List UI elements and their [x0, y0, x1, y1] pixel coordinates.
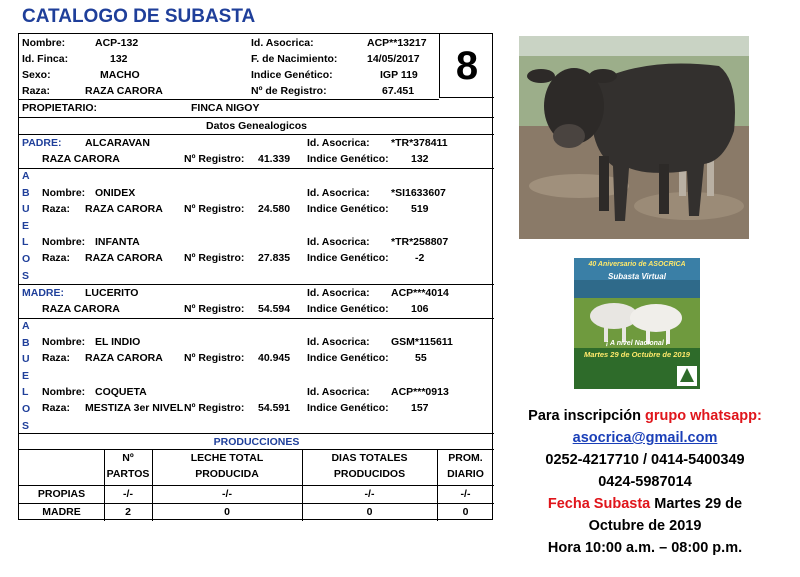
abuela-m-registro-label: Nº Registro: — [184, 402, 245, 414]
col-dias-l2: PRODUCIDOS — [333, 468, 406, 480]
genetico-label: Indice Genético: — [251, 69, 333, 81]
abuelo-m-raza: RAZA CARORA — [85, 352, 163, 364]
asocrica-label: Id. Asocrica: — [251, 37, 314, 49]
abuela-m-nombre: COQUETA — [95, 386, 147, 398]
padre-asocrica-label: Id. Asocrica: — [307, 137, 370, 149]
madre-asocrica-label: Id. Asocrica: — [307, 287, 370, 299]
col-leche-l2: PRODUCIDA — [195, 468, 259, 480]
auction-poster — [574, 258, 700, 389]
col-dias-l1: DIAS TOTALES — [331, 452, 408, 464]
abuela-m-asocrica: ACP***0913 — [391, 386, 449, 398]
madre-dias: 0 — [366, 506, 373, 518]
producciones-header: PRODUCCIONES — [213, 436, 300, 448]
madre-partos: 2 — [125, 506, 131, 518]
poster-line2: Subasta Virtual — [608, 272, 666, 281]
madre-genetico-label: Indice Genético: — [307, 303, 389, 315]
abuelo-genetico-label: Indice Genético: — [307, 203, 389, 215]
padre-raza: RAZA CARORA — [42, 153, 120, 165]
genealogia-header: Datos Genealogicos — [206, 120, 307, 132]
abuelo-raza: RAZA CARORA — [85, 203, 163, 215]
abuelo-m-registro-label: Nº Registro: — [184, 352, 245, 364]
finca-value: 132 — [110, 53, 128, 65]
abuelo-m-registro: 40.945 — [258, 352, 291, 364]
abuelo-m-nombre-label: Nombre: — [42, 336, 86, 348]
padre-nombre: ALCARAVAN — [85, 137, 150, 149]
madre-label: MADRE: — [22, 287, 64, 299]
abuela-nombre-label: Nombre: — [42, 236, 86, 248]
catalog-card — [18, 33, 493, 520]
abuelos-padre-letters: A B U E L O S — [22, 170, 31, 282]
abuelo-asocrica-label: Id. Asocrica: — [307, 187, 370, 199]
hora-text: Hora 10:00 a.m. – 08:00 p.m. — [547, 540, 743, 556]
abuela-genetico: -2 — [415, 252, 425, 264]
abuelo-genetico: 519 — [411, 203, 429, 215]
poster-line1: 40 Aniversario de ASOCRICA — [588, 261, 686, 268]
fecha-value: Martes 29 de — [654, 496, 743, 512]
nombre-label: Nombre: — [22, 37, 66, 49]
col-partos-l1: Nº — [122, 452, 134, 464]
nacimiento-label: F. de Nacimiento: — [251, 53, 338, 65]
padre-registro: 41.339 — [258, 153, 291, 165]
sexo-value: MACHO — [100, 69, 140, 81]
abuelo-nombre: ONIDEX — [95, 187, 136, 199]
abuela-m-genetico: 157 — [411, 402, 429, 414]
propietario-label: PROPIETARIO: — [22, 102, 98, 114]
abuelo-m-asocrica-label: Id. Asocrica: — [307, 336, 370, 348]
finca-label: Id. Finca: — [22, 53, 69, 65]
propias-prom: -/- — [460, 488, 471, 500]
padre-registro-label: Nº Registro: — [184, 153, 245, 165]
phones-line2: 0424-5987014 — [598, 474, 692, 490]
abuela-m-nombre-label: Nombre: — [42, 386, 86, 398]
nombre-value: ACP-132 — [95, 37, 139, 49]
madre-genetico: 106 — [411, 303, 429, 315]
abuelo-m-nombre: EL INDIO — [95, 336, 141, 348]
lot-number: 8 — [439, 34, 494, 98]
abuelo-m-genetico: 55 — [415, 352, 427, 364]
madre-nombre: LUCERITO — [85, 287, 139, 299]
propias-leche: -/- — [222, 488, 232, 500]
padre-genetico: 132 — [411, 153, 429, 165]
madre-leche: 0 — [224, 506, 230, 518]
abuela-asocrica-label: Id. Asocrica: — [307, 236, 370, 248]
madre-registro: 54.594 — [258, 303, 291, 315]
madre-prom: 0 — [462, 506, 469, 518]
nacimiento-value: 14/05/2017 — [367, 53, 420, 65]
abuela-m-raza: MESTIZA 3er NIVEL — [85, 402, 184, 414]
col-prom-l1: PROM. — [448, 452, 483, 464]
sexo-label: Sexo: — [22, 69, 51, 81]
madre-asocrica: ACP***4014 — [391, 287, 449, 299]
abuela-raza-label: Raza: — [42, 252, 71, 264]
abuela-m-asocrica-label: Id. Asocrica: — [307, 386, 370, 398]
fecha-label: Fecha Subasta — [547, 496, 651, 512]
abuela-registro: 27.835 — [258, 252, 291, 264]
abuela-m-registro: 54.591 — [258, 402, 291, 414]
abuela-registro-label: Nº Registro: — [184, 252, 245, 264]
email-link[interactable]: asocrica@gmail.com — [572, 430, 718, 446]
genetico-value: IGP 119 — [380, 69, 418, 81]
abuela-m-raza-label: Raza: — [42, 402, 71, 414]
madre-registro-label: Nº Registro: — [184, 303, 245, 315]
propias-partos: -/- — [123, 488, 133, 500]
abuela-nombre: INFANTA — [95, 236, 140, 248]
col-prom-l2: DIARIO — [447, 468, 484, 480]
asocrica-value: ACP**13217 — [367, 37, 427, 49]
abuela-m-genetico-label: Indice Genético: — [307, 402, 389, 414]
fecha-value2: Octubre de 2019 — [588, 518, 702, 534]
whatsapp-text: grupo whatsapp: — [645, 408, 762, 424]
row-madre-label: MADRE — [42, 506, 81, 518]
padre-genetico-label: Indice Genético: — [307, 153, 389, 165]
abuelo-registro-label: Nº Registro: — [184, 203, 245, 215]
registro-value: 67.451 — [382, 85, 415, 97]
padre-label: PADRE: — [22, 137, 62, 149]
abuelo-m-raza-label: Raza: — [42, 352, 71, 364]
abuelo-m-asocrica: GSM*115611 — [391, 336, 453, 348]
abuela-raza: RAZA CARORA — [85, 252, 163, 264]
inscripcion-text: Para inscripción — [528, 408, 641, 424]
col-leche-l1: LECHE TOTAL — [190, 452, 264, 464]
raza-value: RAZA CARORA — [85, 85, 163, 97]
propietario-value: FINCA NIGOY — [191, 102, 260, 114]
abuelo-asocrica: *SI1633607 — [391, 187, 446, 199]
poster-line3: ¡ A nivel Nacional ! — [605, 340, 669, 347]
abuela-genetico-label: Indice Genético: — [307, 252, 389, 264]
propias-dias: -/- — [364, 488, 375, 500]
abuelo-m-genetico-label: Indice Genético: — [307, 352, 389, 364]
abuelo-nombre-label: Nombre: — [42, 187, 86, 199]
abuelos-madre-letters: A B U E L O S — [22, 320, 31, 432]
col-partos-l2: PARTOS — [106, 468, 150, 480]
bull-photo — [519, 36, 749, 239]
page-title: CATALOGO DE SUBASTA — [22, 6, 256, 27]
registro-label: Nº de Registro: — [251, 85, 327, 97]
raza-label: Raza: — [22, 85, 51, 97]
row-propias-label: PROPIAS — [37, 488, 86, 500]
padre-asocrica: *TR*378411 — [391, 137, 448, 149]
abuela-asocrica: *TR*258807 — [391, 236, 449, 248]
poster-line4: Martes 29 de Octubre de 2019 — [584, 350, 690, 359]
madre-raza: RAZA CARORA — [42, 303, 120, 315]
phones-line1: 0252-4217710 / 0414-5400349 — [545, 452, 745, 468]
abuelo-registro: 24.580 — [258, 203, 291, 215]
contact-info — [500, 405, 790, 559]
abuelo-raza-label: Raza: — [42, 203, 71, 215]
